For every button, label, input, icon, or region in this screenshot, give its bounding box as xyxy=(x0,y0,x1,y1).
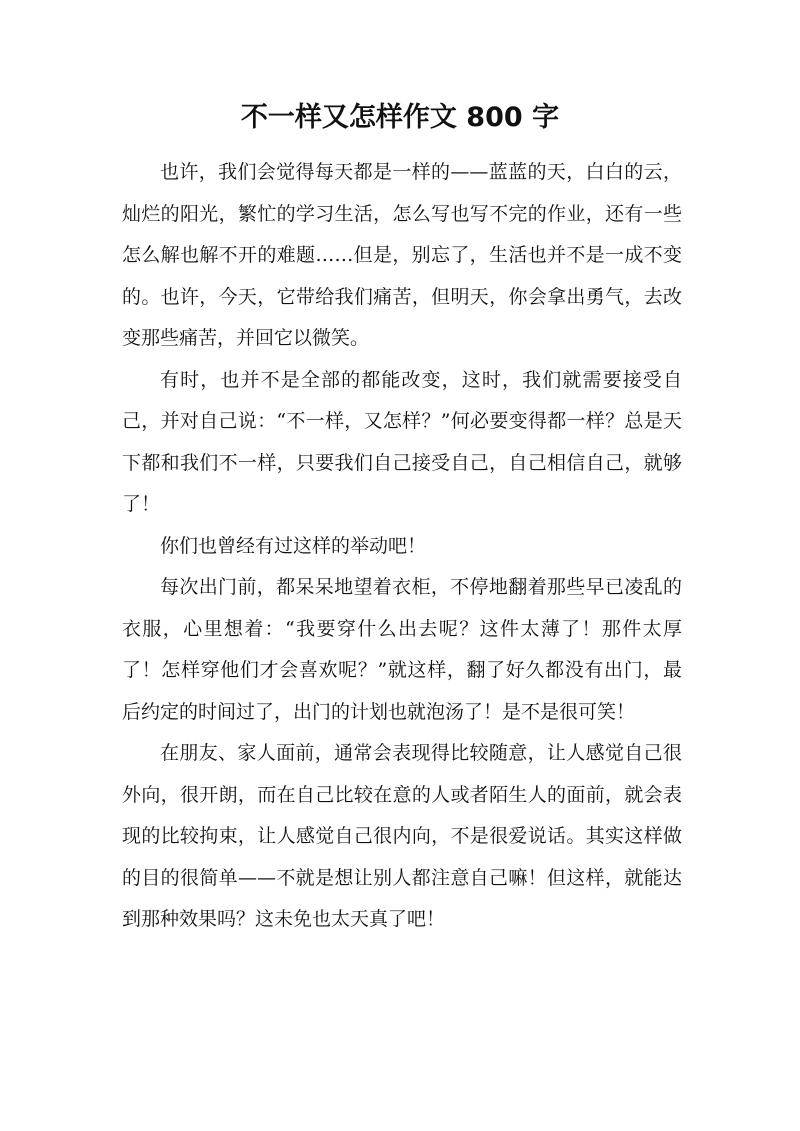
paragraph-4: 每次出门前，都呆呆地望着衣柜，不停地翻着那些早已凌乱的衣服，心里想着：“我要穿什么出去呢？这件太薄了！那件太厚了！怎样穿他们才会喜欢呢？”就这样，翻了好久都没有出门，最后约定的时间过了，出门的计划也就泡汤了！是不是很可笑！ xyxy=(122,576,682,723)
paragraph-5: 在朋友、家人面前，通常会表现得比较随意，让人感觉自己很外向，很开朗，而在自己比较在意的人或者陌生人的面前，就会表现的比较拘束，让人感觉自己很内向，不是很爱说话。其实这样做的目的很简单——不就是想让别人都注意自己嘛！但这样，就能达到那种效果吗？这未免也太天真了吧！ xyxy=(122,742,682,930)
document-body xyxy=(122,152,682,941)
paragraph-2: 有时，也并不是全部的都能改变，这时，我们就需要接受自己，并对自己说：“不一样，又怎样？”何必要变得都一样？总是天下都和我们不一样，只要我们自己接受自己，自己相信自己，就够了！ xyxy=(122,368,682,515)
paragraph-3: 你们也曾经有过这样的举动吧！ xyxy=(160,534,427,557)
document-title: 不一样又怎样作文 800 字 xyxy=(240,102,560,133)
paragraph-1: 也许，我们会觉得每天都是一样的——蓝蓝的天，白白的云，灿烂的阳光，繁忙的学习生活，怎么写也写不完的作业，还有一些怎么解也解不开的难题……但是，别忘了，生活也并不是一成不变的。也许，今天，它带给我们痛苦，但明天，你会拿出勇气，去改变那些痛苦，并回它以微笑。 xyxy=(122,161,682,349)
